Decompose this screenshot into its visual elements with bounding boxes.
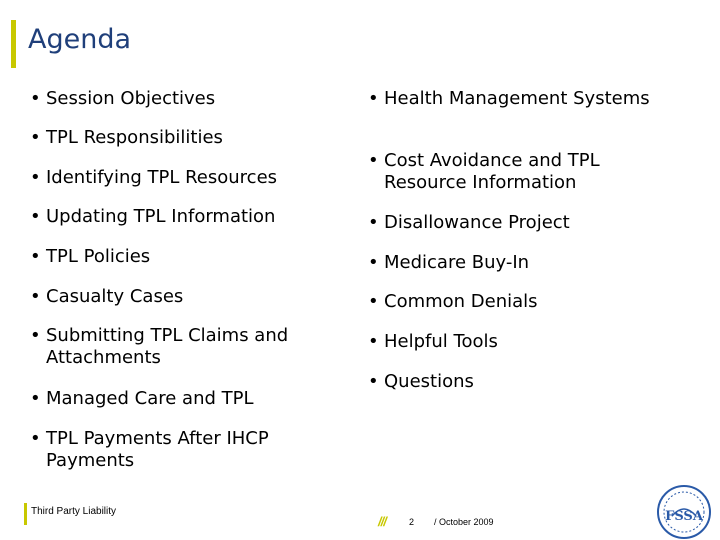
bullet-icon: • — [30, 428, 41, 449]
agenda-item-label: TPL Payments After IHCP Payments — [46, 428, 269, 471]
agenda-item-label: TPL Responsibilities — [46, 127, 223, 148]
agenda-item — [30, 167, 350, 189]
agenda-item-label: Helpful Tools — [384, 331, 498, 352]
bullet-icon: • — [368, 212, 379, 233]
footer-slashes: /// — [378, 514, 386, 529]
title-accent-bar — [11, 20, 16, 68]
bullet-icon: • — [368, 150, 379, 171]
agenda-item — [30, 246, 350, 268]
agenda-item — [30, 127, 350, 149]
agenda-item — [368, 88, 658, 110]
agenda-item-label: Session Objectives — [46, 88, 216, 109]
agenda-item-label: Disallowance Project — [384, 212, 570, 233]
bullet-icon: • — [30, 127, 41, 148]
agenda-item — [30, 388, 350, 410]
bullet-icon: • — [30, 206, 41, 227]
agenda-item — [368, 252, 658, 274]
footer-date: / October 2009 — [434, 517, 494, 527]
bullet-icon: • — [368, 252, 379, 273]
agenda-item — [30, 428, 350, 472]
agenda-item — [368, 331, 658, 353]
bullet-icon: • — [368, 331, 379, 352]
bullet-icon: • — [30, 246, 41, 267]
agenda-item — [30, 325, 350, 369]
agenda-item — [30, 206, 350, 228]
agenda-item — [368, 150, 658, 194]
agenda-item-label: Questions — [384, 371, 474, 392]
agenda-item-label: Casualty Cases — [46, 286, 184, 307]
agenda-item-label: Medicare Buy-In — [384, 252, 530, 273]
agenda-item-label: Identifying TPL Resources — [46, 167, 278, 188]
bullet-icon: • — [30, 286, 41, 307]
agenda-item-label: Common Denials — [384, 291, 538, 312]
bullet-icon: • — [368, 88, 379, 109]
logo-text: FSSA — [665, 509, 703, 524]
agenda-item — [368, 371, 658, 393]
agenda-item-label: Submitting TPL Claims and Attachments — [46, 325, 289, 368]
footer-section-name: Third Party Liability — [31, 506, 117, 517]
agenda-item — [30, 286, 350, 308]
bullet-icon: • — [368, 371, 379, 392]
fssa-seal-icon — [656, 484, 712, 540]
agenda-item-label: Updating TPL Information — [46, 206, 276, 227]
bullet-icon: • — [30, 325, 41, 346]
page-number: 2 — [409, 517, 415, 527]
agenda-item-label: TPL Policies — [46, 246, 151, 267]
bullet-icon: • — [30, 388, 41, 409]
agenda-item — [368, 212, 658, 234]
footer-accent-bar — [24, 503, 27, 525]
agenda-item — [30, 88, 350, 110]
agenda-item-label: Health Management Systems — [384, 88, 650, 109]
bullet-icon: • — [30, 167, 41, 188]
slide-title: Agenda — [28, 24, 132, 55]
agenda-item — [368, 291, 658, 313]
agenda-item-label: Cost Avoidance and TPL Resource Information — [384, 150, 600, 193]
agenda-item-label: Managed Care and TPL — [46, 388, 254, 409]
bullet-icon: • — [30, 88, 41, 109]
bullet-icon: • — [368, 291, 379, 312]
